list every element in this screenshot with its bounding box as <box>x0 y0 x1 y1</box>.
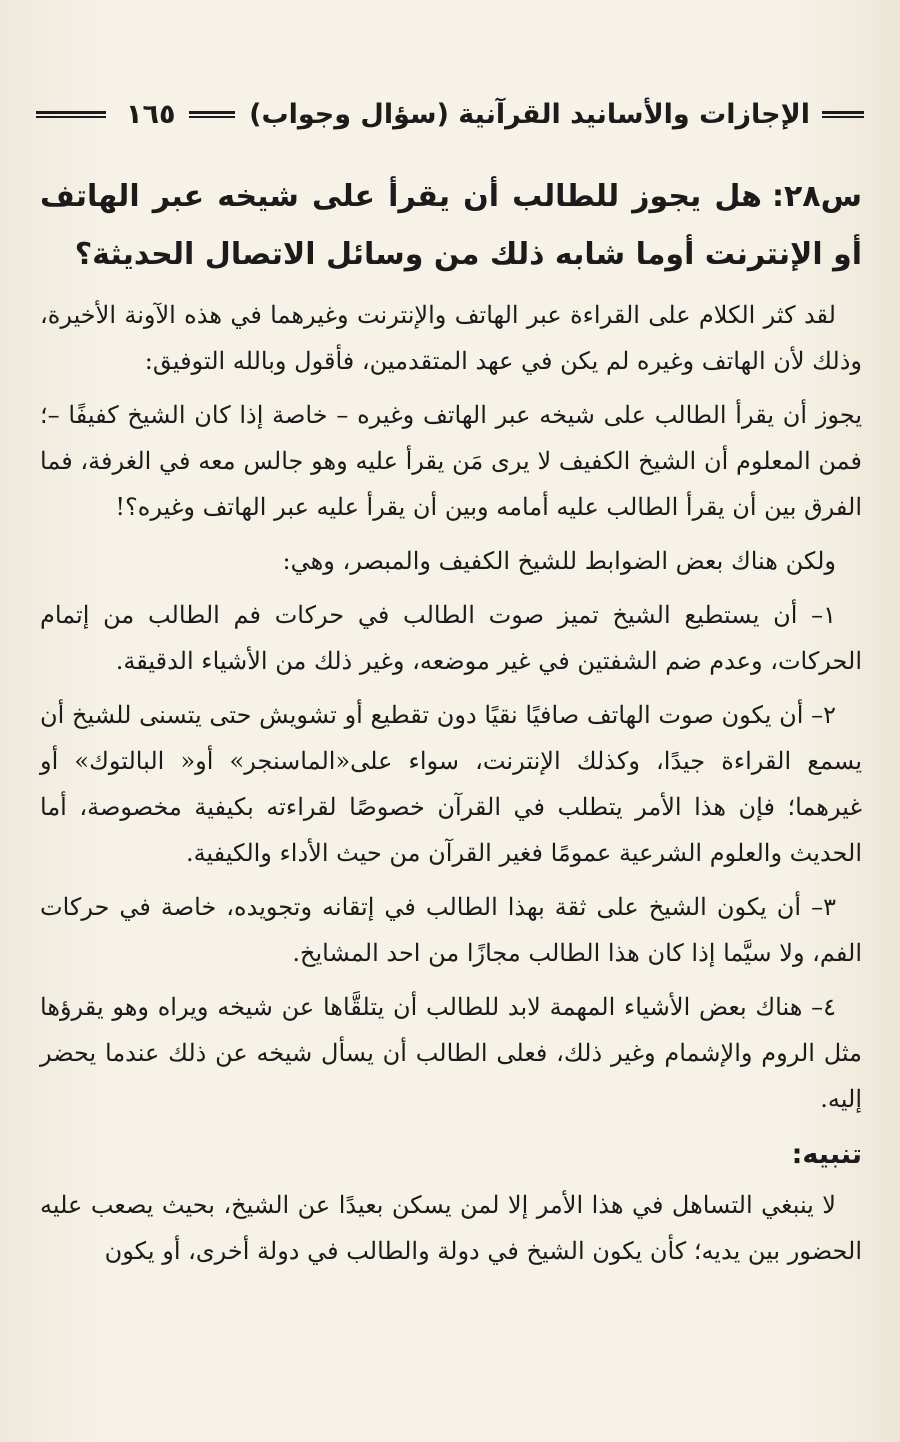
paragraph-ruling: يجوز أن يقرأ الطالب على شيخه عبر الهاتف وغيره – خاصة إذا كان الشيخ كفيفًا –؛ فمن المعلوم أن الشيخ الكفيف لا يرى مَن يقرأ عليه وهو جالس معه في الغرفة، فما الفرق بين أن يقرأ الطالب عليه أمامه وبين أن يقرأ عليه عبر الهاتف وغيره؟! <box>40 401 863 521</box>
note-text: لا ينبغي التساهل في هذا الأمر إلا لمن يسكن بعيدًا عن الشيخ، بحيث يصعب عليه الحضور بين يديه؛ كأن يكون الشيخ في دولة والطالب في دولة أخرى، أو يكون <box>40 1191 862 1265</box>
page-number: ١٦٥ <box>126 98 176 130</box>
paragraph-condition-4: ٤– هناك بعض الأشياء المهمة لابد للطالب أن يتلقَّاها عن شيخه ويراه وهو يقرؤها مثل الروم والإشمام وغير ذلك، فعلى الطالب أن يسأل شيخه عن ذلك عندما يحضر إليه. <box>40 993 862 1113</box>
question-number: س٢٨: <box>771 179 862 214</box>
question-text: هل يجوز للطالب أن يقرأ على شيخه عبر الهاتف أو الإنترنت أوما شابه ذلك من وسائل الاتصال الحديثة؟ <box>40 179 862 272</box>
paragraph-conditions-intro: ولكن هناك بعض الضوابط للشيخ الكفيف والمبصر، وهي: <box>282 547 836 575</box>
paragraph-condition-2: ٢– أن يكون صوت الهاتف صافيًا نقيًا دون تقطيع أو تشويش حتى يتسنى للشيخ أن يسمع القراءة جيدًا، وكذلك الإنترنت، سواء على«الماسنجر» أو« البالتوك» أو غيرهما؛ فإن هذا الأمر يتطلب في القرآن خصوصًا لقراءته بكيفية مخصوصة، أما الحديث والعلوم الشرعية عمومًا فغير القرآن من حيث الأداء والكيفية. <box>40 701 862 867</box>
note-title: تنبيه: <box>791 1139 862 1170</box>
paragraph-condition-1: ١– أن يستطيع الشيخ تميز صوت الطالب في حركات فم الطالب من إتمام الحركات، وعدم ضم الشفتين في غير موضعه، وغير ذلك من الأشياء الدقيقة. <box>40 601 862 675</box>
paragraph-condition-3: ٣– أن يكون الشيخ على ثقة بهذا الطالب في إتقانه وتجويده، خاصة في حركات الفم، ولا سيَّما إذا كان هذا الطالب مجازًا من احد المشايخ. <box>40 893 862 967</box>
page-header <box>36 92 864 136</box>
header-rule-left <box>36 111 106 118</box>
question-heading <box>40 168 862 284</box>
header-rule-middle <box>189 111 235 118</box>
paragraph-intro: لقد كثر الكلام على القراءة عبر الهاتف والإنترنت وغيرهما في هذه الآونة الأخيرة، وذلك لأن الهاتف وغيره لم يكن في عهد المتقدمين، فأقول وبالله التوفيق: <box>40 301 862 375</box>
page-body <box>40 168 862 1282</box>
book-title: الإجازات والأسانيد القرآنية (سؤال وجواب) <box>249 98 810 130</box>
header-rule-right <box>822 111 864 118</box>
